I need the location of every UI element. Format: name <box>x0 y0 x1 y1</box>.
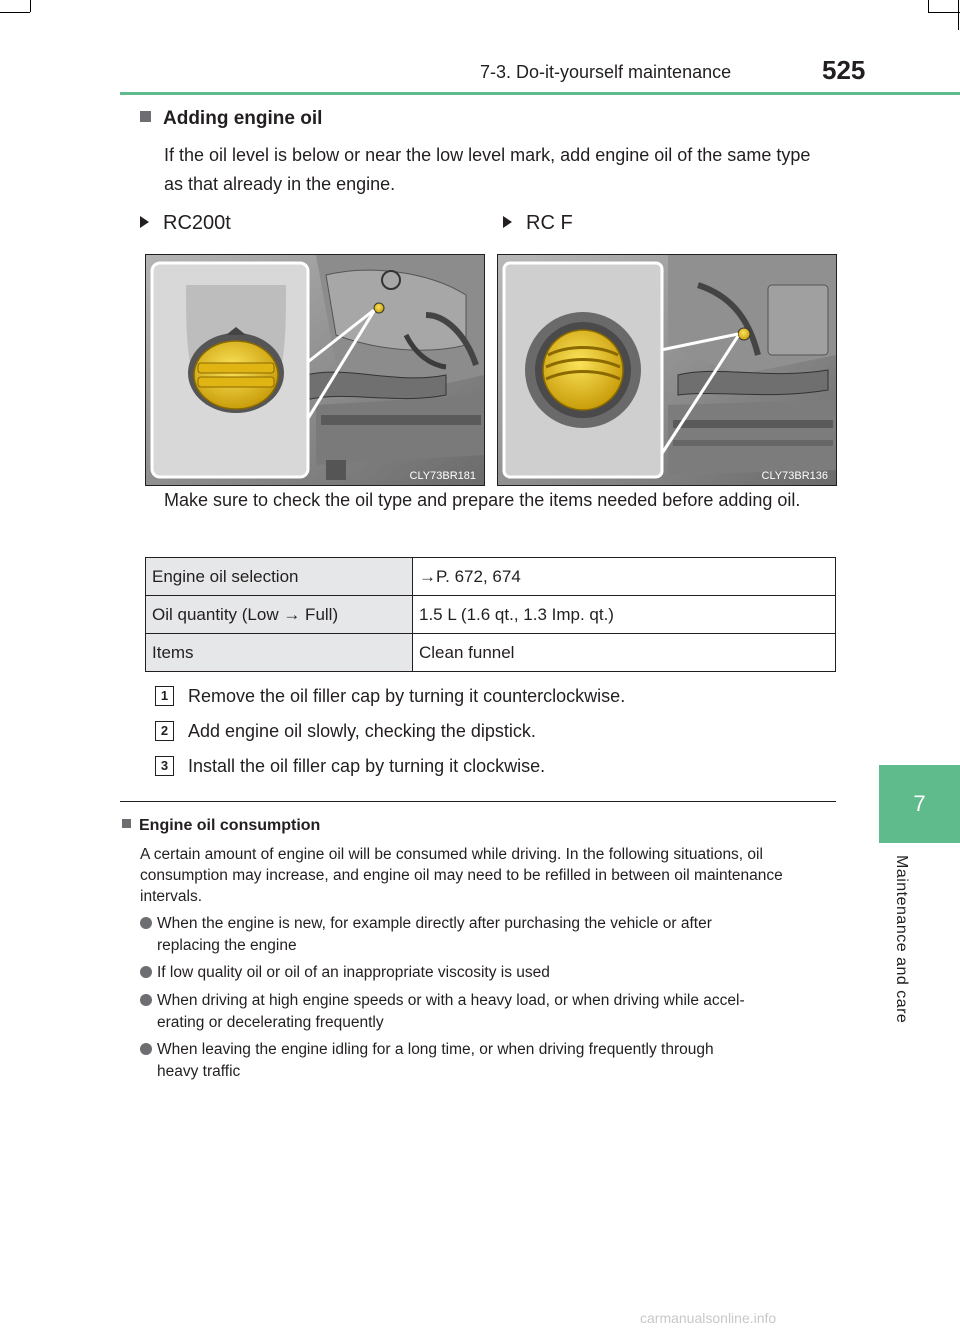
oil-spec-table <box>145 557 836 672</box>
table-key: Oil quantity (Low → Full) <box>146 596 413 634</box>
table-row <box>146 596 836 634</box>
list-item <box>140 1039 836 1083</box>
section-header: 7-3. Do-it-yourself maintenance <box>480 62 732 82</box>
table-row <box>146 558 836 596</box>
bullet-text-cont: heavy traffic <box>157 1063 241 1080</box>
bullet-text: When driving at high engine speeds or with a heavy load, or when driving while accel- <box>157 992 745 1009</box>
check-note: Make sure to check the oil type and prepare the items needed before adding oil. <box>164 490 801 510</box>
round-bullet-icon <box>140 917 152 929</box>
model-name: RC200t <box>163 212 231 234</box>
bullet-text: When the engine is new, for example directly after purchasing the vehicle or after <box>157 915 712 932</box>
step-2 <box>155 721 536 742</box>
bullet-text-cont: erating or decelerating frequently <box>157 1014 384 1031</box>
engine-bay-illustration <box>498 255 836 485</box>
table-value: Clean funnel <box>413 634 836 672</box>
bullet-text: If low quality oil or oil of an inappropriate viscosity is used <box>157 964 550 981</box>
model-label-rcf <box>503 212 573 235</box>
triangle-bullet-icon <box>140 216 149 228</box>
table-row <box>146 634 836 672</box>
consumption-intro: A certain amount of engine oil will be consumed while driving. In the following situations, oil consumption may increase, and engine oil may need to be refilled in between oil maintenance intervals. <box>140 846 783 905</box>
section-divider <box>120 801 836 802</box>
crop-mark <box>0 12 30 13</box>
round-bullet-icon <box>140 966 152 978</box>
round-bullet-icon <box>140 994 152 1006</box>
step-text: Install the oil filler cap by turning it clockwise. <box>188 756 546 776</box>
engine-photo-rc200t <box>145 254 485 486</box>
header-rule <box>120 92 960 95</box>
model-label-rc200t <box>140 212 231 235</box>
square-bullet-icon <box>140 111 151 122</box>
table-key: Engine oil selection <box>146 558 413 596</box>
watermark: carmanualsonline.info <box>640 1310 777 1326</box>
engine-photo-rcf <box>497 254 837 486</box>
adding-oil-intro: If the oil level is below or near the low level mark, add engine oil of the same type as that already in the engine. <box>164 145 811 194</box>
consumption-heading <box>122 817 320 835</box>
chapter-number: 7 <box>913 791 926 816</box>
table-key: Items <box>146 634 413 672</box>
adding-oil-title: Adding engine oil <box>163 108 323 129</box>
model-name: RC F <box>526 212 573 234</box>
chapter-tab <box>879 765 960 843</box>
step-number: 3 <box>155 756 174 776</box>
round-bullet-icon <box>140 1043 152 1055</box>
consumption-title: Engine oil consumption <box>139 817 321 834</box>
crop-mark <box>30 0 31 12</box>
table-value: →P. 672, 674 <box>413 558 836 596</box>
step-3 <box>155 756 545 777</box>
step-1 <box>155 686 625 707</box>
crop-mark <box>928 12 960 13</box>
step-number: 2 <box>155 721 174 741</box>
step-text: Add engine oil slowly, checking the dipstick. <box>188 721 536 741</box>
adding-oil-heading <box>140 108 322 130</box>
square-bullet-icon <box>122 819 131 828</box>
crop-mark <box>928 0 929 12</box>
step-text: Remove the oil filler cap by turning it counterclockwise. <box>188 686 626 706</box>
engine-bay-illustration <box>146 255 484 485</box>
image-code: CLY73BR181 <box>409 470 476 482</box>
chapter-title: Maintenance and care <box>893 855 910 1024</box>
step-number: 1 <box>155 686 174 706</box>
crop-mark <box>958 0 959 30</box>
list-item <box>140 913 836 957</box>
list-item <box>140 962 836 984</box>
bullet-text: When leaving the engine idling for a long time, or when driving frequently through <box>157 1041 714 1058</box>
bullet-text-cont: replacing the engine <box>157 937 297 954</box>
triangle-bullet-icon <box>503 216 512 228</box>
list-item <box>140 990 836 1034</box>
table-value: 1.5 L (1.6 qt., 1.3 Imp. qt.) <box>413 596 836 634</box>
image-code: CLY73BR136 <box>761 470 828 482</box>
page-number: 525 <box>822 55 866 85</box>
